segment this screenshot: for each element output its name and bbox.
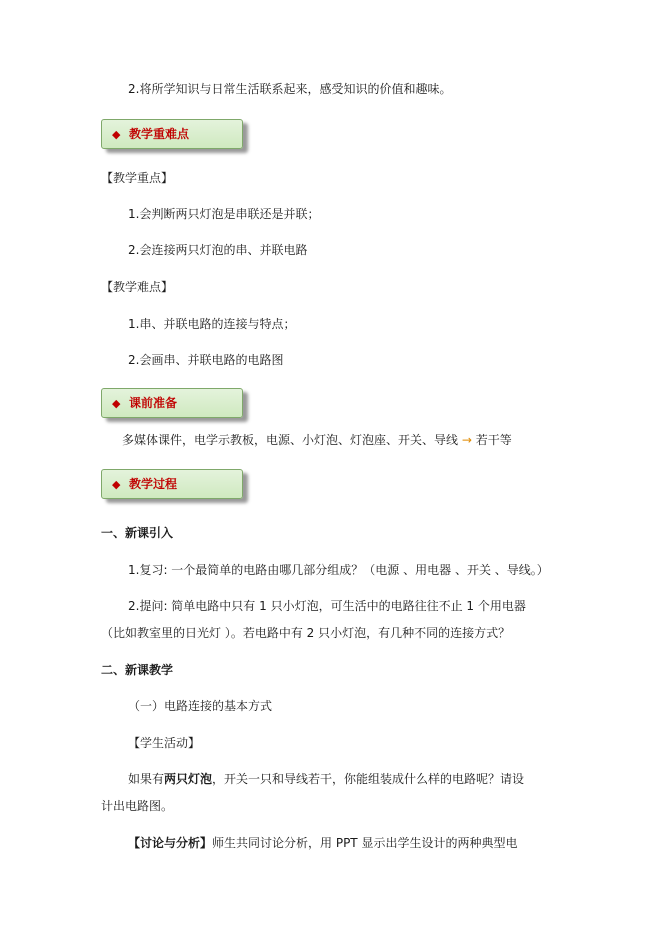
activity-text-bold: 两只灯泡 — [164, 772, 213, 786]
difficulty-label: 【教学难点】 — [101, 280, 174, 294]
key-points-label: 【教学重点】 — [101, 171, 174, 185]
section-heading-title: 课前准备 — [129, 396, 178, 410]
arrow-icon: → — [461, 433, 472, 447]
key-point-item: 2.会连接两只灯泡的串、并联电路 — [128, 243, 308, 257]
activity-text-a: 如果有 — [128, 772, 165, 786]
discussion-line — [128, 835, 517, 851]
key-point-item: 1.会判断两只灯泡是串联还是并联； — [128, 207, 320, 221]
part-1-title: 一、新课引入 — [101, 526, 174, 540]
section-heading-title: 教学过程 — [129, 477, 178, 491]
materials-text — [122, 432, 512, 448]
materials-suffix: 若干等 — [475, 433, 512, 447]
subsection-1-title: （一）电路连接的基本方式 — [128, 699, 273, 713]
difficulty-item: 1.串、并联电路的连接与特点； — [128, 317, 296, 331]
activity-text-b: ，开关一只和导线若干，你能组装成什么样的电路呢？请设 — [212, 772, 525, 786]
question-line-1: 2.提问: 简单电路中只有 1 只小灯泡，可生活中的电路往往不止 1 个用电器 — [128, 599, 526, 613]
review-question: 1.复习: 一个最简单的电路由哪几部分组成？（电源 、用电器 、开关 、导线。） — [128, 563, 549, 577]
section-heading-key-difficulty — [101, 119, 243, 149]
section-heading-title: 教学重难点 — [129, 127, 190, 141]
diamond-bullet-icon: ◆ — [112, 128, 121, 141]
diamond-bullet-icon: ◆ — [112, 397, 121, 410]
section-heading-process — [101, 469, 243, 499]
section-heading-preparation — [101, 388, 243, 418]
part-2-title: 二、新课教学 — [101, 663, 174, 677]
diamond-bullet-icon: ◆ — [112, 478, 121, 491]
discussion-label: 【讨论与分析】 — [128, 836, 213, 850]
materials-list: 多媒体课件，电学示教板，电源、小灯泡、灯泡座、开关、导线 — [122, 433, 459, 447]
difficulty-item: 2.会画串、并联电路的电路图 — [128, 353, 284, 367]
goal-2-text: 2.将所学知识与日常生活联系起来，感受知识的价值和趣味。 — [128, 82, 452, 96]
question-line-2: （比如教室里的日光灯 ）。若电路中有 2 只小灯泡，有几种不同的连接方式？ — [101, 626, 511, 640]
student-activity-label: 【学生活动】 — [128, 736, 201, 750]
discussion-text: 师生共同讨论分析，用 PPT 显示出学生设计的两种典型电 — [212, 836, 518, 850]
activity-line-2: 计出电路图。 — [101, 799, 174, 813]
activity-line-1 — [128, 771, 524, 787]
